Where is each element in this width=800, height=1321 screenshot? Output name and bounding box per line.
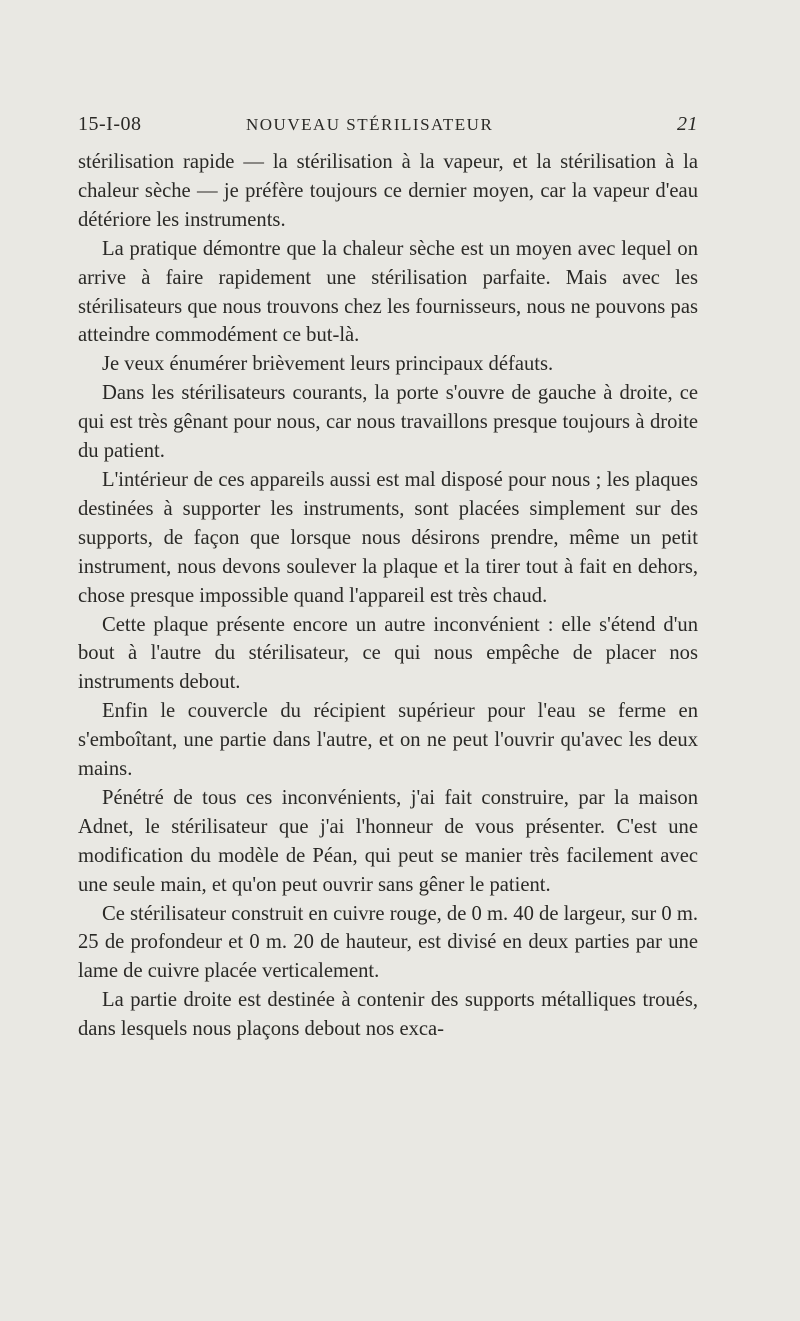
running-title: NOUVEAU STÉRILISATEUR: [246, 115, 494, 134]
paragraph-9: Ce stérilisateur construit en cuivre rouge, de 0 m. 40 de largeur, sur 0 m. 25 de profondeur et 0 m. 20 de hauteur, est divisé en deux parties par une lame de cuivre placée verticalement.: [78, 902, 698, 983]
page-reference: 15-I-08: [78, 113, 142, 135]
paragraph-3: Je veux énumérer brièvement leurs principaux défauts.: [102, 353, 554, 376]
paragraph-2: La pratique démontre que la chaleur sèche est un moyen avec lequel on arrive à faire rapidement une stérilisation parfaite. Mais avec les stérilisateurs que nous trouvons chez les fournisseurs, nous ne pouvons pas atteindre commodément ce but-là.: [78, 237, 698, 347]
paragraph-6: Cette plaque présente encore un autre inconvénient : elle s'étend d'un bout à l'autre du stérilisateur, ce qui nous empêche de placer nos instruments debout.: [78, 613, 698, 694]
paragraph-7: Enfin le couvercle du récipient supérieur pour l'eau se ferme en s'emboîtant, une partie dans l'autre, et on ne peut l'ouvrir qu'avec les deux mains.: [78, 700, 698, 781]
paragraph-8: Pénétré de tous ces inconvénients, j'ai fait construire, par la maison Adnet, le stérilisateur que j'ai l'honneur de vous présenter. C'est une modification du modèle de Péan, qui peut se manier très facilement avec une seule main, et qu'on peut ouvrir sans gêner le patient.: [78, 786, 698, 896]
running-head: [78, 113, 698, 143]
paragraph-4: Dans les stérilisateurs courants, la porte s'ouvre de gauche à droite, ce qui est très gênant pour nous, car nous travaillons presque toujours à droite du patient.: [78, 382, 698, 463]
paragraph-10: La partie droite est destinée à contenir des supports métalliques troués, dans lesquels nous plaçons debout nos exca-: [78, 989, 698, 1041]
paragraph-1: stérilisation rapide — la stérilisation à la vapeur, et la stérilisation à la chaleur sèche — je préfère toujours ce dernier moyen, car la vapeur d'eau détériore les instruments.: [78, 151, 698, 231]
page-number: 21: [677, 113, 698, 135]
body-text: [78, 148, 698, 1044]
paragraph-5: L'intérieur de ces appareils aussi est mal disposé pour nous ; les plaques destinées à supporter les instruments, sont placées simplement sur des supports, de façon que lorsque nous désirons prendre, même un petit instrument, nous devons soulever la plaque et la tirer tout à fait en dehors, chose presque impossible quand l'appareil est très chaud.: [78, 468, 698, 607]
